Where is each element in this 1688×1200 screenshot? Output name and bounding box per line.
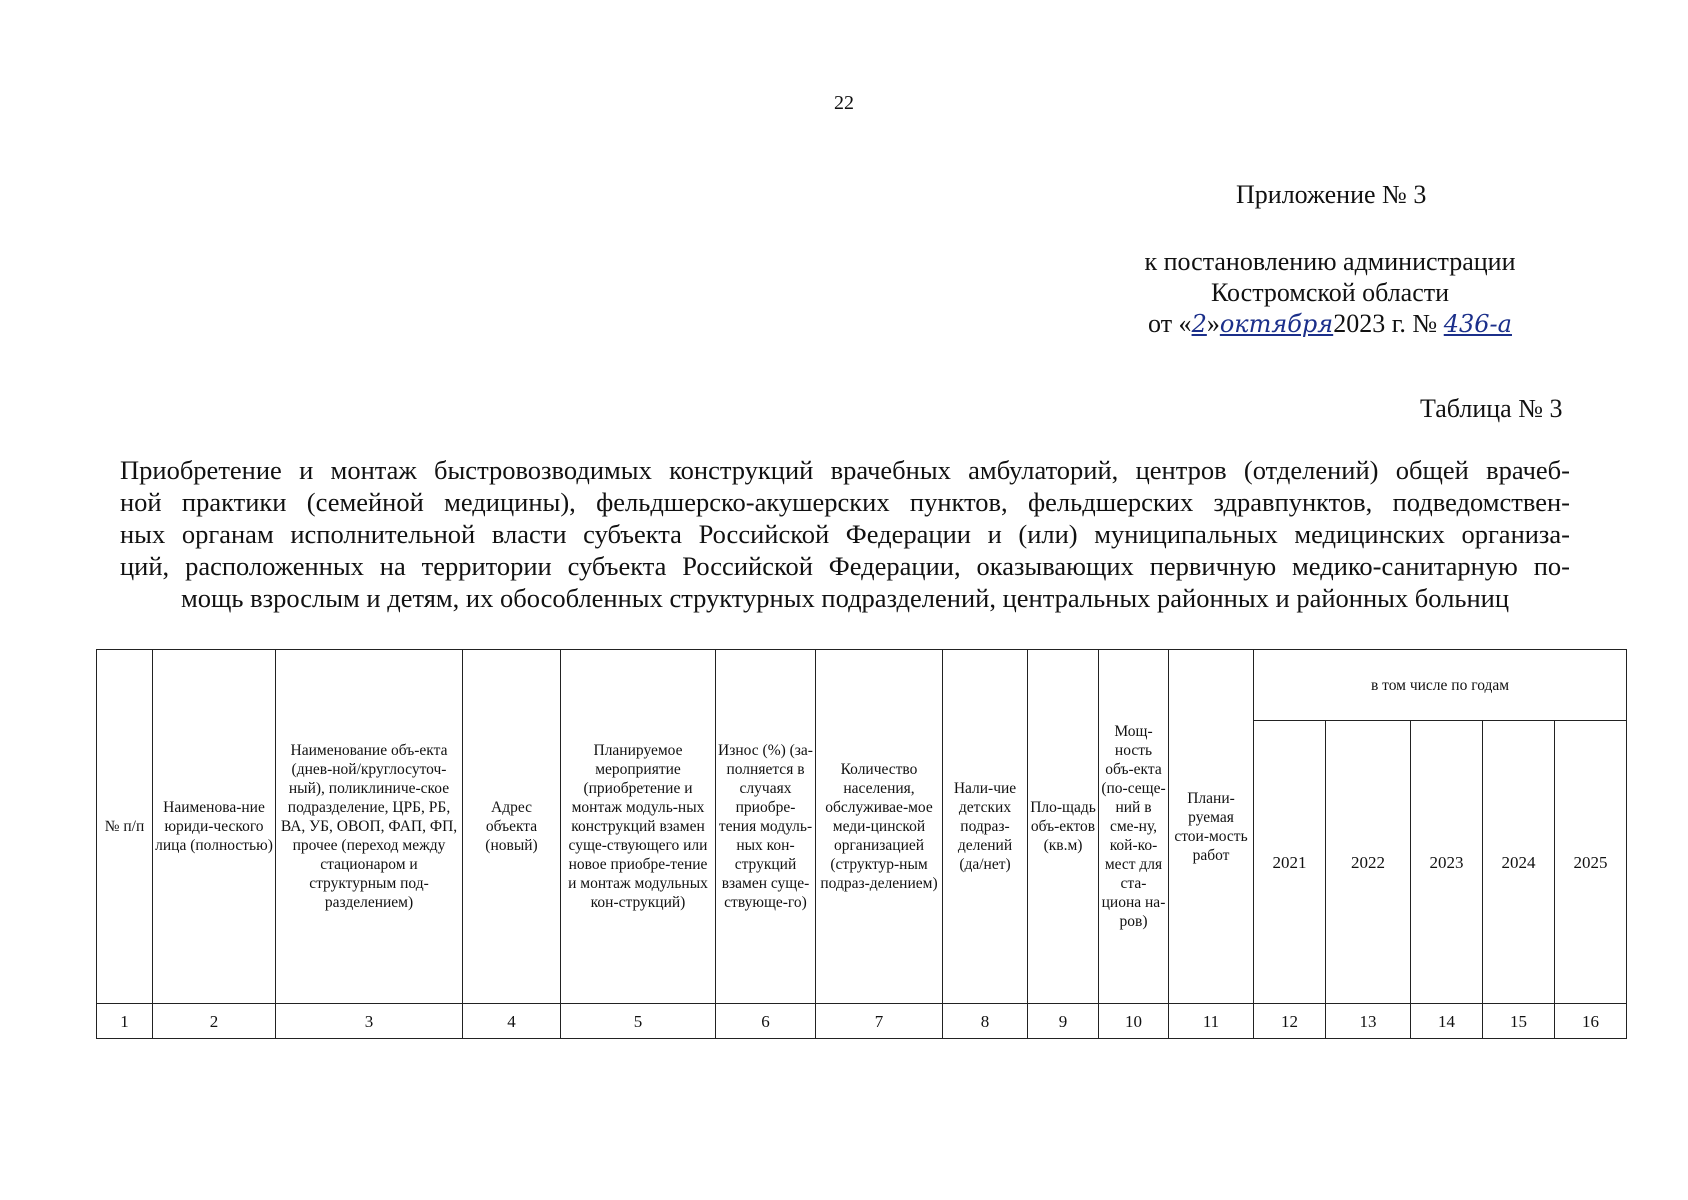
date-prefix: от « [1148, 309, 1192, 338]
header-cell-area: Пло-щадь объ-ектов (кв.м) [1028, 650, 1099, 1004]
title-line: ных органам исполнительной власти субъекта Российской Федерации и (или) муниципальных медицинских организа- [120, 519, 1570, 549]
header-cell-planned-measure: Планируемое мероприятие (приобретение и монтаж модуль-ных конструкций взамен суще-ствующего или новое приобре-тение и монтаж модульных кон-струкций) [561, 650, 716, 1004]
header-cell-year: 2021 [1254, 721, 1326, 1004]
date-quote-close: » [1206, 309, 1220, 338]
header-cell-by-years: в том числе по годам [1254, 650, 1627, 721]
column-number: 2 [153, 1004, 276, 1039]
column-number: 11 [1169, 1004, 1254, 1039]
header-cell-wear: Износ (%) (за-полняется в случаях приобре-тения модуль-ных кон-струкций взамен суще-ствующе-го) [716, 650, 816, 1004]
column-number: 8 [943, 1004, 1028, 1039]
column-number: 16 [1555, 1004, 1627, 1039]
handwritten-number: 436-а [1443, 310, 1512, 338]
decree-year: 2023 г. № [1333, 309, 1438, 338]
header-cell-planned-cost: Плани-руемая стои-мость работ [1169, 650, 1254, 1004]
title-line: ций, расположенных на территории субъекта Российской Федерации, оказывающих первичную медико-санитарную по- [120, 551, 1570, 581]
column-number: 5 [561, 1004, 716, 1039]
header-cell-year: 2023 [1411, 721, 1483, 1004]
header-cell-legal-entity: Наименова-ние юриди-ческого лица (полностью) [153, 650, 276, 1004]
column-number: 15 [1483, 1004, 1555, 1039]
header-cell-year: 2024 [1483, 721, 1555, 1004]
header-cell-object-name: Наименование объ-екта (днев-ной/круглосуточ-ный), поликлиниче-ское подразделение, ЦРБ, РБ, ВА, УБ, ОВОП, ФАП, ФП, прочее (переход между стационаром и структурным под-разделением) [276, 650, 463, 1004]
column-number: 9 [1028, 1004, 1099, 1039]
column-number: 3 [276, 1004, 463, 1039]
page-number: 22 [834, 92, 854, 114]
title-line: Приобретение и монтаж быстровозводимых конструкций врачебных амбулаторий, центров (отделений) общей врачеб- [120, 455, 1570, 485]
header-cell-children-units: Нали-чие детских подраз-делений (да/нет) [943, 650, 1028, 1004]
decree-line-2: Костромской области [1210, 278, 1450, 307]
column-number: 14 [1411, 1004, 1483, 1039]
column-number: 12 [1254, 1004, 1326, 1039]
appendix-table [96, 649, 1627, 1039]
column-number: 6 [716, 1004, 816, 1039]
column-number: 10 [1099, 1004, 1169, 1039]
decree-line-1: к постановлению администрации [1144, 247, 1516, 276]
column-number: 13 [1326, 1004, 1411, 1039]
header-cell-number: № п/п [97, 650, 153, 1004]
decree-reference [1100, 246, 1560, 340]
column-number: 4 [463, 1004, 561, 1039]
document-title [120, 454, 1570, 614]
header-cell-year: 2022 [1326, 721, 1411, 1004]
title-line: мощь взрослым и детям, их обособленных структурных подразделений, центральных районных и районных больниц [180, 583, 1510, 613]
appendix-title: Приложение № 3 [1236, 180, 1427, 209]
column-number: 1 [97, 1004, 153, 1039]
title-line: ной практики (семейной медицины), фельдшерско-акушерских пунктов, фельдшерских здравпунктов, подведомствен- [120, 487, 1570, 517]
header-cell-address: Адрес объекта (новый) [463, 650, 561, 1004]
column-number-row [97, 1004, 1627, 1039]
handwritten-month: октября [1219, 310, 1334, 338]
header-cell-year: 2025 [1555, 721, 1627, 1004]
header-cell-capacity: Мощ-ность объ-екта (по-сеще-ний в сме-ну, кой-ко-мест для ста-циона на-ров) [1099, 650, 1169, 1004]
table-label: Таблица № 3 [1420, 394, 1563, 423]
column-number: 7 [816, 1004, 943, 1039]
header-cell-population: Количество населения, обслуживае-мое меди-цинской организацией (структур-ным подраз-делением) [816, 650, 943, 1004]
decree-date-line [1100, 308, 1560, 340]
handwritten-day: 2 [1191, 310, 1207, 338]
